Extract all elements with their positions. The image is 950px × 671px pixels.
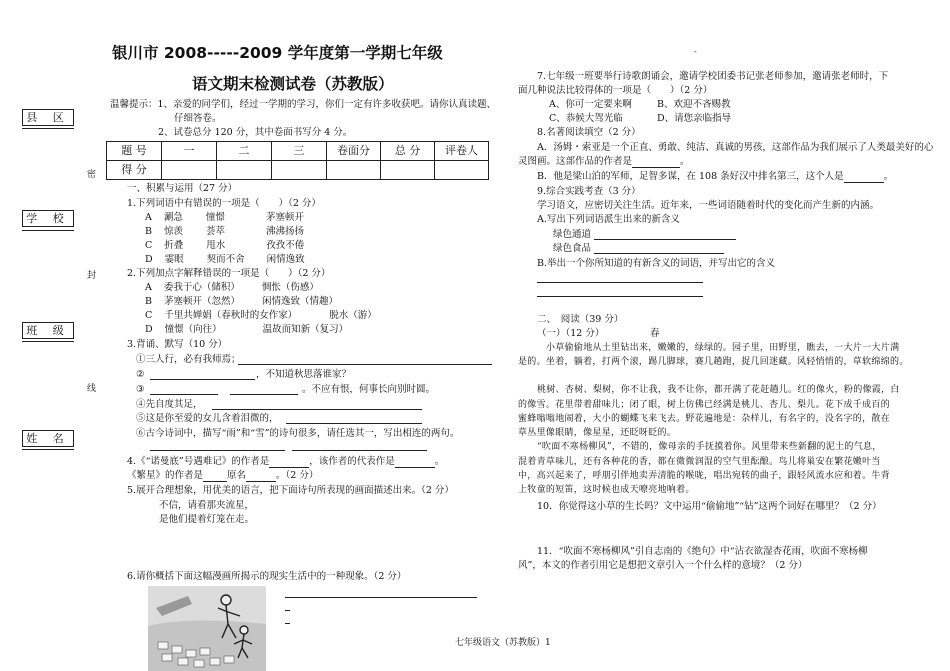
q3-item-6: ⑥古今诗词中，描写“雨”和“雪”的诗句很多，请任选其一，写出相连的两句。 bbox=[136, 428, 460, 439]
question-1: 1.下列词语中有错误的一项是（ ）（2 分） bbox=[127, 198, 321, 209]
county-box bbox=[22, 109, 74, 126]
passage-p3-line1: “吹面不寒杨柳风”，不错的，像母亲的手抚摸着你。风里带来些新翻的泥土的气息， bbox=[537, 442, 882, 452]
q7-option-c[interactable]: C、恭候大驾光临 bbox=[549, 113, 623, 124]
page-footer: 七年级语文（苏教版）1 bbox=[455, 638, 551, 648]
question-6: 6.请你概括下面这幅漫画所揭示的现实生活中的一种现象。（2 分） bbox=[127, 571, 407, 582]
class-label: 班 级 bbox=[26, 324, 70, 337]
seal-mark-2: 封 bbox=[87, 271, 97, 281]
question-5: 5.展开合理想象，用优美的语言，把下面诗句所表现的画面描述出来。（2 分） bbox=[127, 485, 454, 496]
passage-p2-line4: 草丛里像眼睛，像星星，还眨呀眨的。 bbox=[518, 428, 677, 438]
q3-item-1-blank[interactable] bbox=[238, 364, 492, 365]
score-table-score-row bbox=[107, 161, 489, 180]
score-cell[interactable] bbox=[435, 161, 489, 180]
q2-option-b[interactable]: B 茅塞顿开（忽然） 闲情逸致（情趣） bbox=[145, 296, 338, 307]
passage-p2-line2: 的像雪。花里带着甜味儿；闭了眼，树上仿佛已经满是桃儿、杏儿、梨儿。花下成千成百的 bbox=[518, 400, 891, 410]
q1-option-a[interactable]: A 涮急 憧憬 茅塞顿开 bbox=[145, 212, 304, 223]
question-3: 3.背诵、默写（10 分） bbox=[127, 339, 228, 350]
score-header-cell: 一 bbox=[162, 142, 217, 161]
score-table-header-row bbox=[107, 142, 489, 161]
q8-part-a: A．汤姆・索亚是一个正直、勇敢、纯洁、真诚的男孩，这部作品为我们展示了人类最美好的心 bbox=[537, 142, 934, 153]
q9-item-2: 绿色食品 bbox=[553, 243, 592, 254]
question-7-cont: 面几种说法比较得体的一项是（ ）（2 分） bbox=[518, 85, 713, 96]
seal-mark-3: 线 bbox=[87, 384, 97, 394]
instruction-tip2: 2、试卷总分 120 分，其中卷面书写分 4 分。 bbox=[158, 127, 353, 138]
q4-work-blank[interactable] bbox=[395, 458, 435, 468]
q9-b-answer-line-1[interactable] bbox=[537, 282, 703, 283]
q9-part-a: A.写出下列词语派生出来的新含义 bbox=[537, 214, 680, 225]
q1-option-b[interactable]: B 惊羡 荟萃 沸沸扬扬 bbox=[145, 226, 304, 237]
q2-option-c[interactable]: C 千里共婵娟（春秋时的女作家） 脱水（游） bbox=[145, 310, 377, 321]
question-11-cont: 风”，本文的作者引用它是想把文章引入一个什么样的意境？（2 分） bbox=[518, 560, 808, 571]
school-field[interactable] bbox=[22, 230, 74, 231]
q3-item-6-blank-a[interactable] bbox=[150, 450, 285, 451]
q4-fanxing-author-blank[interactable] bbox=[203, 472, 227, 482]
section2-heading: 二、 阅读（39 分） bbox=[537, 314, 624, 325]
q2-option-d[interactable]: D 憧憬（向往） 温故而知新（复习） bbox=[145, 324, 349, 335]
score-cell[interactable] bbox=[162, 161, 217, 180]
passage-p3-line4: 上牧童的短笛，这时候也成天嘹亮地响着。 bbox=[518, 485, 695, 495]
q8-a-blank[interactable] bbox=[632, 158, 680, 168]
class-box bbox=[22, 322, 74, 339]
question-4b: 《繁星》的作者是 原名 。（2 分） bbox=[127, 470, 319, 481]
q1-option-c[interactable]: C 折叠 甩水 孜孜不倦 bbox=[145, 240, 305, 251]
q5-poem-line1: 不信，请看那夹流星， bbox=[159, 500, 255, 511]
question-9: 9.综合实践考查（3 分） bbox=[537, 186, 641, 197]
q3-item-6-blank-b[interactable] bbox=[292, 450, 427, 451]
score-header-cell: 评卷人 bbox=[435, 142, 489, 161]
exam-title-line1: 银川市 2008-----2009 学年度第一学期七年级 bbox=[112, 44, 443, 62]
question-11: 11．“吹面不寒杨柳风”引自志南的《绝句》中“沾衣欲湿杏花雨，吹面不寒杨柳 bbox=[537, 546, 868, 557]
section1-heading: 一、积累与运用（27 分） bbox=[127, 183, 238, 194]
name-field[interactable] bbox=[22, 449, 74, 450]
q6-answer-line-2[interactable] bbox=[285, 610, 290, 611]
q3-item-2-tail: ，不知道秋思落谁家？ bbox=[256, 369, 352, 380]
score-cell[interactable] bbox=[272, 161, 327, 180]
score-row-label: 得 分 bbox=[107, 161, 162, 180]
q6-answer-line-1[interactable] bbox=[285, 597, 477, 598]
q7-option-d[interactable]: D、请您亲临指导 bbox=[657, 113, 732, 124]
score-cell[interactable] bbox=[381, 161, 435, 180]
q3-item-3: ③ bbox=[136, 384, 145, 395]
q3-item-2: ② bbox=[136, 369, 145, 380]
q7-option-a[interactable]: A、你可一定要来啊 bbox=[549, 99, 632, 110]
comic-illustration bbox=[148, 586, 266, 671]
question-7: 7.七年级一班要举行诗歌朗诵会，邀请学校团委书记张老师参加，邀请张老师时，下 bbox=[537, 71, 889, 82]
q5-poem-line2: 是他们提着灯笼在走。 bbox=[159, 514, 255, 525]
question-2: 2.下列加点字解释错误的一项是（ ）（2 分） bbox=[127, 268, 331, 279]
q2-option-a[interactable]: A 委我于心（储积） 惆怅（伤感） bbox=[145, 282, 319, 293]
q3-item-3-blank-a[interactable] bbox=[150, 394, 218, 395]
question-8: 8.名著阅读填空（2 分） bbox=[537, 127, 641, 138]
score-header-cell: 二 bbox=[217, 142, 272, 161]
q7-option-b[interactable]: B、欢迎不吝赐教 bbox=[657, 99, 731, 110]
q9-part-b: B.举出一个你所知道的有新含义的词语，并写出它的含义 bbox=[537, 258, 776, 269]
q1-option-d[interactable]: D 霎眼 契而不舍 闲情逸致 bbox=[145, 254, 305, 265]
instruction-tip1: 温馨提示：1、亲爱的同学们，经过一学期的学习，你们一定有许多收获吧。请你认真读题、 bbox=[110, 99, 497, 110]
passage-p1-line2: 是的。坐着，躺着，打两个滚，踢几脚球，赛几趟跑，捉几回迷藏。风轻悄悄的，草软绵绵的。 bbox=[518, 357, 909, 367]
q9-b-answer-line-2[interactable] bbox=[537, 296, 703, 297]
passage-p1-line1: 小草偷偷地从土里钻出来，嫩嫩的，绿绿的。园子里，田野里，瞧去，一大片一大片满 bbox=[546, 343, 900, 353]
q9-item-1: 绿色通道 bbox=[553, 229, 592, 240]
score-cell[interactable] bbox=[217, 161, 272, 180]
q3-item-5: ⑤这是你至爱的女儿含着泪微的， bbox=[136, 413, 279, 424]
header-dash: - bbox=[694, 47, 697, 56]
passage-header: （一）（12 分） bbox=[537, 328, 605, 339]
q8-part-a-cont: 灵图画。这部作品的作者是 。 bbox=[518, 156, 690, 167]
instruction-tip1-cont: 仔细答卷。 bbox=[174, 113, 222, 124]
score-header-cell: 三 bbox=[272, 142, 327, 161]
county-label: 县 区 bbox=[26, 111, 70, 124]
score-header-cell: 卷面分 bbox=[327, 142, 381, 161]
q4-author-blank[interactable] bbox=[269, 458, 309, 468]
q3-item-1: ①三人行，必有我师焉； bbox=[136, 354, 241, 365]
q9-item-2-blank[interactable] bbox=[594, 253, 724, 254]
passage-p2-line3: 蜜蜂嗡嗡地闹着，大小的蝴蝶飞来飞去。野花遍地是：杂样儿，有名字的，没名字的，散在 bbox=[518, 414, 891, 424]
q6-answer-line-3[interactable] bbox=[285, 623, 290, 624]
q3-item-3-tail: 。不应有恨，何事长向别时圆。 bbox=[302, 384, 436, 395]
passage-p3-line2: 混着青草味儿，还有各种花的香，都在微微润湿的空气里酝酿。鸟儿将巢安在繁花嫩叶当 bbox=[518, 457, 881, 467]
q8-part-b: B．他是梁山泊的军师，足智多谋，在 108 条好汉中排名第三，这个人是 。 bbox=[537, 171, 894, 182]
passage-p3-line3: 中，高兴起来了，呼朋引伴地卖弄清脆的喉咙，唱出宛转的曲子，跟轻风流水应和着。牛背 bbox=[518, 471, 891, 481]
exam-title-line2: 语文期末检测试卷（苏教版） bbox=[192, 75, 394, 93]
q8-b-blank[interactable] bbox=[844, 173, 884, 183]
q9-text: 学习语文，应密切关注生活。近年来，一些词语随着时代的变化而产生新的内涵。 bbox=[537, 200, 880, 211]
q4-original-name-blank[interactable] bbox=[246, 472, 276, 482]
score-header-cell: 总 分 bbox=[381, 142, 435, 161]
score-table bbox=[106, 141, 489, 180]
school-box bbox=[22, 210, 74, 227]
passage-p2-line1: 桃树、杏树、梨树，你不让我，我不让你，都开满了花赶趟儿。红的像火，粉的像霞，白 bbox=[537, 385, 900, 395]
q3-item-4: ④先自度其足， bbox=[136, 399, 203, 410]
name-label: 姓 名 bbox=[26, 432, 70, 445]
question-4: 4.《“诺曼底”号遇难记》的作者是 ，该作者的代表作是 。 bbox=[127, 456, 445, 467]
q3-item-3-blank-b[interactable] bbox=[230, 394, 298, 395]
county-field[interactable] bbox=[22, 128, 74, 129]
passage-title: 春 bbox=[650, 328, 660, 339]
seal-mark-1: 密 bbox=[87, 170, 97, 180]
score-header-cell: 题 号 bbox=[107, 142, 162, 161]
score-cell[interactable] bbox=[327, 161, 381, 180]
q3-item-2-blank[interactable] bbox=[150, 379, 255, 380]
q3-item-5-blank[interactable] bbox=[286, 423, 422, 424]
class-field[interactable] bbox=[22, 341, 74, 342]
name-box bbox=[22, 430, 74, 447]
q3-item-4-blank[interactable] bbox=[212, 409, 422, 410]
comic-drawing bbox=[148, 586, 266, 671]
question-10: 10．你觉得这小草的生长吗？文中运用“偷偷地”“钻”这两个词好在哪里？（2 分） bbox=[537, 501, 882, 512]
school-label: 学 校 bbox=[26, 212, 70, 225]
q9-item-1-blank[interactable] bbox=[594, 239, 736, 240]
